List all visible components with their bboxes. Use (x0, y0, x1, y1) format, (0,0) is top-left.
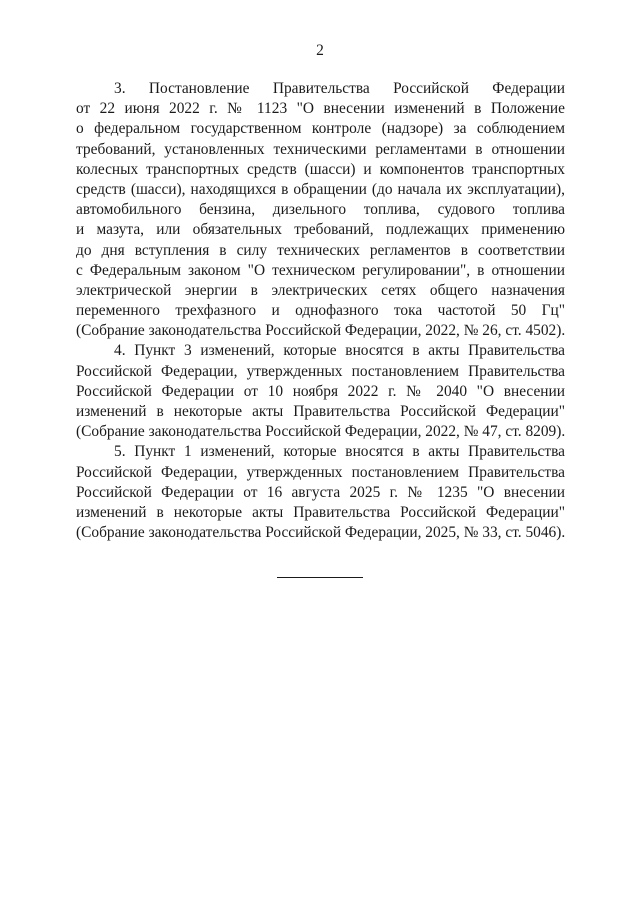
text-line: Российской Федерации, утвержденных постановлением Правительства (76, 362, 565, 380)
text-line: от 22 июня 2022 г. № 1123 "О внесении изменений в Положение (76, 100, 565, 118)
text-line: Российской Федерации, утвержденных постановлением Правительства (76, 463, 565, 481)
text-line: с Федеральным законом "О техническом регулировании", в отношении (76, 261, 565, 279)
text-line: (Собрание законодательства Российской Федерации, 2025, № 33, ст. 5046). (76, 524, 566, 542)
text-line: средств (шасси), находящихся в обращении (до начала их эксплуатации), (76, 180, 565, 198)
document-body (76, 79, 565, 543)
paragraph-item-4 (76, 341, 565, 442)
paragraph-item-5 (76, 442, 565, 543)
text-line: (Собрание законодательства Российской Федерации, 2022, № 26, ст. 4502). (76, 322, 566, 340)
text-line: электрической энергии в электрических сетях общего назначения (76, 281, 565, 299)
text-line: 3. Постановление Правительства Российской Федерации (114, 80, 565, 97)
paragraph-item-3 (76, 79, 565, 341)
text-line: колесных транспортных средств (шасси) и компонентов транспортных (76, 160, 565, 178)
text-line: Российской Федерации от 16 августа 2025 г. № 1235 "О внесении (76, 483, 565, 501)
text-line: переменного трехфазного и однофазного тока частотой 50 Гц" (76, 302, 565, 320)
text-line: 4. Пункт 3 изменений, которые вносятся в акты Правительства (114, 342, 565, 360)
text-line: Российской Федерации от 10 ноября 2022 г. № 2040 "О внесении (76, 382, 565, 400)
text-line: о федеральном государственном контроле (надзоре) за соблюдением (76, 120, 565, 138)
text-line: автомобильного бензина, дизельного топлива, судового топлива (76, 201, 565, 219)
text-line: требований, установленных техническими регламентами в отношении (76, 140, 565, 158)
text-line: (Собрание законодательства Российской Федерации, 2022, № 47, ст. 8209). (76, 423, 566, 441)
text-line: 5. Пункт 1 изменений, которые вносятся в акты Правительства (114, 443, 565, 461)
end-separator-line (277, 577, 363, 578)
text-line: изменений в некоторые акты Правительства Российской Федерации" (76, 403, 565, 420)
text-line: и мазута, или обязательных требований, подлежащих применению (76, 221, 565, 239)
page-number: 2 (316, 42, 324, 59)
text-line: изменений в некоторые акты Правительства Российской Федерации" (76, 503, 565, 521)
text-line: до дня вступления в силу технических регламентов в соответствии (76, 241, 565, 259)
